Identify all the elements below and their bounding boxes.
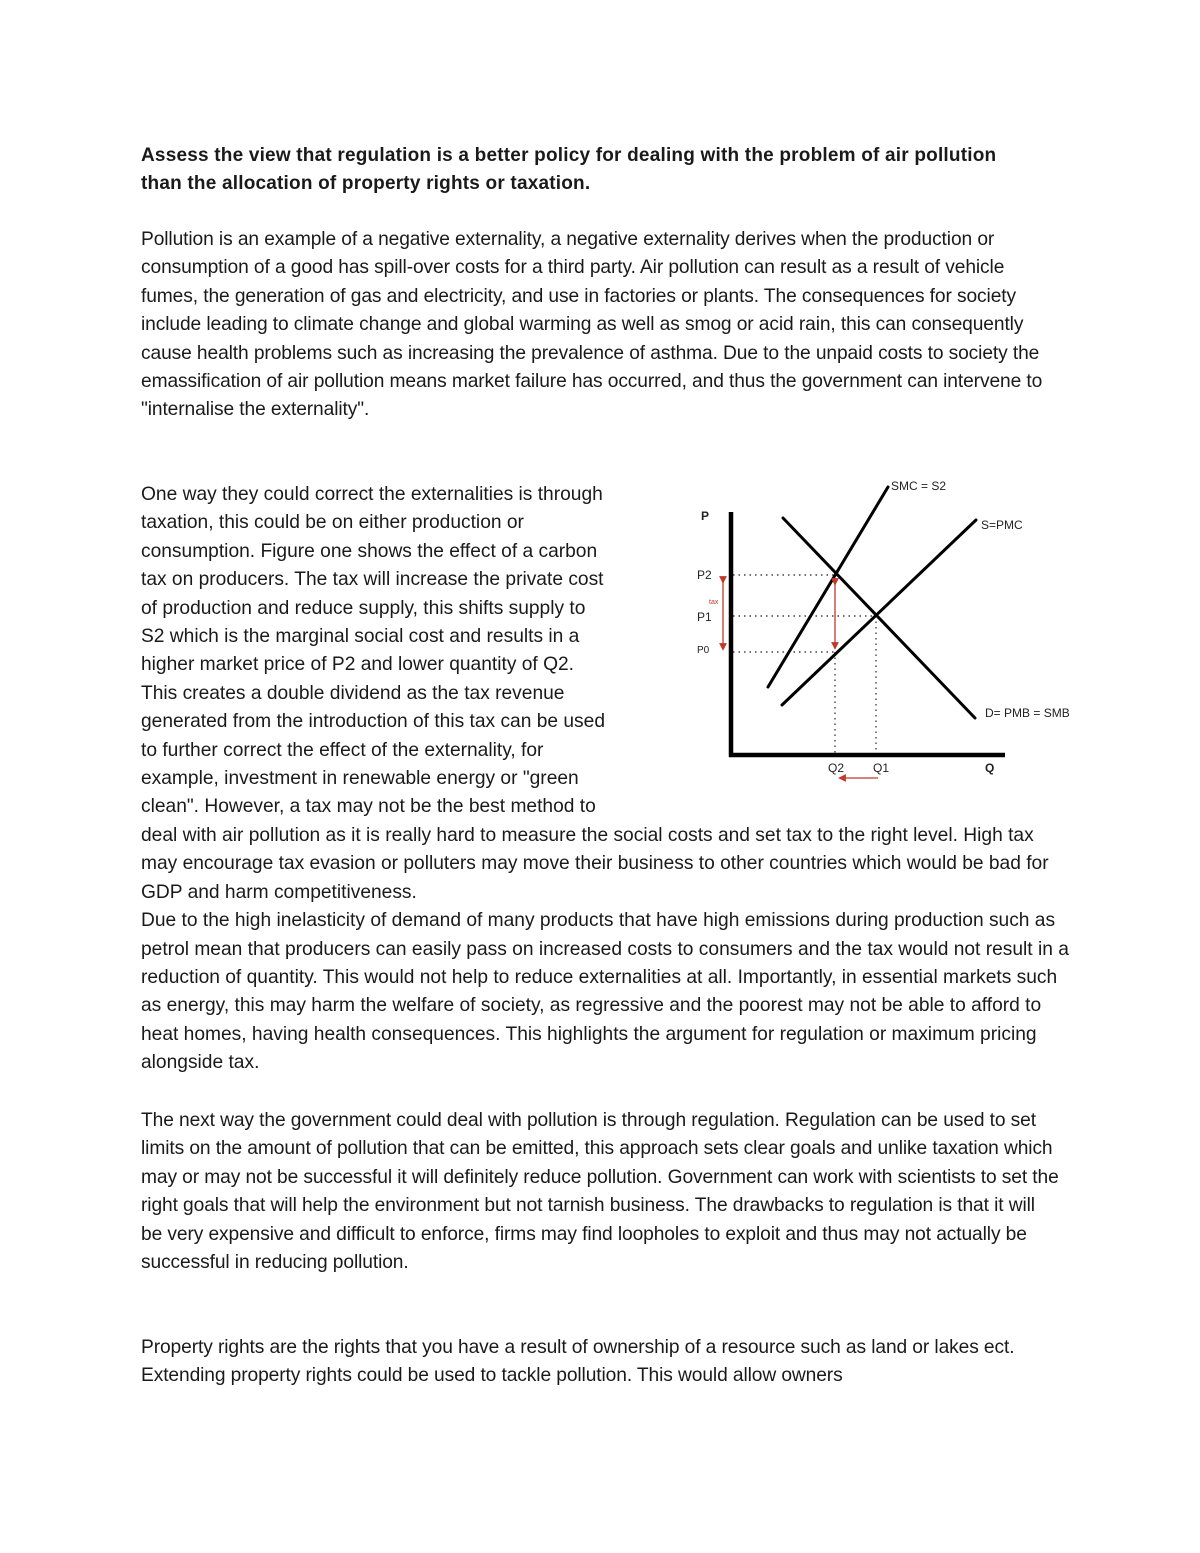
price-label-p2: P2 [697, 568, 712, 582]
text-line: tax on producers. The tax will increase the private cost [141, 569, 604, 591]
text-line: example, investment in renewable energy or "green [141, 768, 579, 790]
quantity-label-q2: Q2 [828, 761, 845, 775]
diagram-svg [680, 470, 1100, 790]
paragraph-property-rights: Property rights are the rights that you have a result of ownership of a resource such as land or lakes ect. Extending property rights could be used to tackle pollution. This would allow owners [141, 1337, 1015, 1387]
axes [729, 512, 1005, 757]
text-line: taxation, this could be on either production or [141, 512, 524, 534]
price-label-p0: P0 [697, 645, 710, 656]
text-line: generated from the introduction of this tax can be used [141, 711, 605, 733]
paragraph-taxation-wrapped-lines [141, 481, 671, 822]
guide-lines [733, 575, 876, 755]
pmc-curve-label: S=PMC [981, 518, 1023, 532]
paragraph-tax-drawbacks: deal with air pollution as it is really hard to measure the social costs and set tax to the right level. High tax may encourage tax evasion or polluters may move their business to other countries which would be bad for GDP and harm competitiveness. [141, 824, 1049, 903]
paragraph-inelastic-demand: Due to the high inelasticity of demand of many products that have high emissions during production such as petrol mean that producers can easily pass on increased costs to consumers and the tax would not result in a reduction of quantity. This would not help to reduce externalities at all. Importantly, in essential markets such as energy, this may harm the welfare of society, as regressive and the poorest may not be able to afford to heat homes, having health consequences. This highlights the argument for regulation or maximum pricing alongside tax. [141, 910, 1069, 1074]
smc-curve [768, 487, 888, 687]
paragraph-intro: Pollution is an example of a negative externality, a negative externality derives when the production or consumption of a good has spill-over costs for a third party. Air pollution can result as a result of vehicle fumes, the generation of gas and electricity, and use in factories or plants. The consequences for society include leading to climate change and global warming as well as smog or acid rain, this can consequently cause health problems such as increasing the prevalence of asthma. Due to the unpaid costs to society the emassification of air pollution means market failure has occurred, and thus the government can intervene to "internalise the externality". [141, 229, 1043, 421]
demand-curve-label: D= PMB = SMB [985, 706, 1070, 720]
tax-label: tax [709, 599, 719, 606]
text-line: consumption. Figure one shows the effect of a carbon [141, 540, 598, 562]
smc-curve-label: SMC = S2 [891, 479, 947, 493]
quantity-label-q1: Q1 [873, 761, 890, 775]
text-line: clean". However, a tax may not be the best method to [141, 796, 596, 818]
y-axis-label: P [701, 509, 710, 523]
curves [768, 487, 976, 718]
essay-title: Assess the view that regulation is a better policy for dealing with the problem of air pollution than the allocation of property rights or taxation. [141, 145, 997, 195]
price-label-p1: P1 [697, 610, 712, 624]
text-line: higher market price of P2 and lower quantity of Q2. [141, 654, 575, 676]
x-axis-label: Q [985, 761, 995, 775]
text-line: of production and reduce supply, this shifts supply to [141, 597, 586, 619]
text-line: One way they could correct the externalities is through [141, 484, 603, 505]
tax-arrows [723, 580, 878, 778]
text-line: S2 which is the marginal social cost and results in a [141, 626, 580, 648]
tax-externality-diagram [680, 470, 1100, 790]
paragraph-regulation: The next way the government could deal with pollution is through regulation. Regulation can be used to set limits on the amount of pollution that can be emitted, this approach sets clear goals and unlike taxation which may or may not be successful it will definitely reduce pollution. Government can work with scientists to set the right goals that will help the environment but not tarnish business. The drawbacks to regulation is that it will be very expensive and difficult to enforce, firms may find loopholes to exploit and thus may not actually be successful in reducing pollution. [141, 1110, 1059, 1274]
text-line: This creates a double dividend as the tax revenue [141, 682, 565, 704]
text-line: to further correct the effect of the externality, for [141, 739, 544, 761]
